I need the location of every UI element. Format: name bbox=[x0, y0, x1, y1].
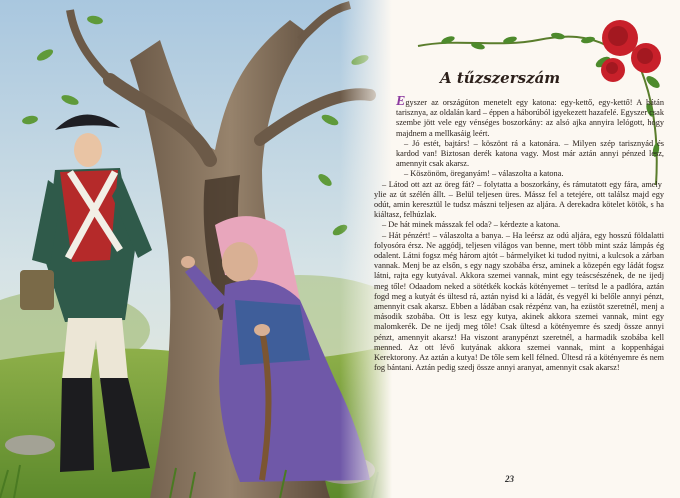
paragraph: – De hát minek másszak fel oda? – kérdezte a katona. bbox=[382, 220, 561, 230]
story-body bbox=[374, 94, 664, 373]
paragraph-text: gyszer az országúton menetelt egy katona: egy-kettő, egy-kettő! A hátán tarisznya, az oldalán kard – éppen a háborúból igyekezett hazafelé. Egyszer csak szembe jött vele egy vénséges boszorkány: az alsó ajka annyira lelógott, hogy majdnem a mellkasáig leért. bbox=[396, 98, 664, 138]
paragraph: – Hát pénzért! – válaszolta a banya. – Ha leérsz az odú aljára, egy hosszú földalatti folyosóra érsz. Ne aggódj, teljesen világos van benne, mert több mint száz lámpás ég odalent. Látni fogsz még három ajtót – bármelyiket ki tudod nyitni, a kulcsok a zárban vannak. Menj be az elsőn, s egy nagy szobába érsz, aminek a közepén egy ládát fogsz látni, rajta egy kutyával. Akkora szemei vannak, mint egy teáscsészének, de ne ijedj meg tőle! Odaadom neked a sötétkék kockás kötényemet – terítsd le a padlóra, aztán fogd meg a kutyát és ültesd rá, aztán nyisd ki a ládát, és vegyél ki belőle annyi pénzt, amennyit csak akarsz. Ebben a ládában csak rézpénz van, ha ezüstöt szeretnél, menj a második szobába. Ott is lesz egy kutya, akinek akkora szemei vannak, mint egy malomkerék. De ne ijedj meg tőle! Csak ültesd a kötényemre és szedj össze annyi pénzt, amennyit akarsz! Ha viszont aranypénzt szeretnél, a harmadik szobába kell menned. Az ott lévő kutyának akkora szemei vannak, mint a koppenhágai Kerektorony. Az aztán a kutya! De tőle sem kell félned. Ültesd rá a kötényemre és nem fog bántani. Aztán pedig szedj össze annyi aranyat, amennyit csak akarsz! bbox=[374, 230, 664, 373]
paragraph: – Látod ott azt az öreg fát? – folytatta a boszorkány, és rámutatott egy fára, amely ​ylie az út szélén állt. – Belül teljesen üres. Mássz fel a tetejére, ott találsz majd egy odút, amin keresztül le tudsz mászni teljesen az aljára. A derekadra kötelet kötök, s ha kiáltasz, felhúzlak. bbox=[374, 179, 664, 220]
paragraph: – Köszönöm, öreganyám! – válaszolta a katona. bbox=[404, 169, 564, 179]
rose-icon bbox=[601, 20, 661, 82]
story-title: A tűzszerszám bbox=[440, 69, 561, 87]
drop-cap: E bbox=[396, 94, 406, 109]
paragraph bbox=[396, 94, 664, 139]
paragraph: – Jó estét, bajtárs! – köszönt rá a katonára. – Milyen szép tarisznyád és kardod van! Biztosan derék katona vagy. Most már aztán annyi pénzed lesz, amennyit csak akarsz. bbox=[396, 138, 664, 169]
page-number: 23 bbox=[505, 474, 514, 484]
